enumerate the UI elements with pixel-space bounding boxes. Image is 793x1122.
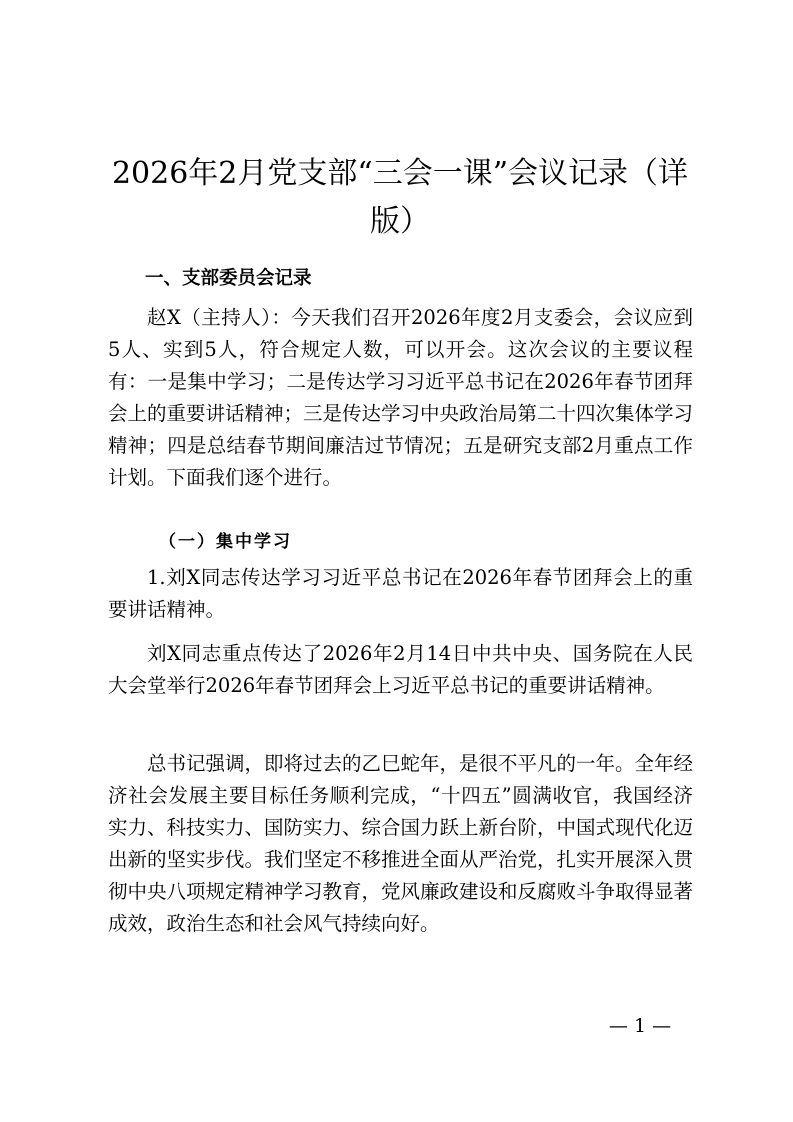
subsection-heading-study: （一）集中学习 [159, 532, 292, 552]
paragraph-general-secretary: 总书记强调，即将过去的乙巳蛇年，是很不平凡的一年。全年经济社会发展主要目标任务顺利完成，“十四五”圆满收官，我国经济实力、科技实力、国防实力、综合国力跃上新台阶，中国式现代化迈出新的坚实步伐。我们坚定不移推进全面从严治党，扎实开展深入贯彻中央八项规定精神学习教育，党风廉政建设和反腐败斗争取得显著成效，政治生态和社会风气持续向好。 [108, 752, 694, 935]
paragraph-transmission: 刘X同志重点传达了2026年2月14日中共中央、国务院在人民大会堂举行2026年春节团拜会上习近平总书记的重要讲话精神。 [108, 642, 693, 697]
document-title: 2026年2月党支部“三会一课”会议记录（详版） [111, 156, 689, 239]
section-heading-committee: 一、支部委员会记录 [145, 268, 312, 289]
page-number: — 1 — [608, 1015, 672, 1037]
paragraph-item-1: 1.刘X同志传达学习习近平总书记在2026年春节团拜会上的重要讲话精神。 [108, 566, 693, 621]
paragraph-intro: 赵X（主持人）：今天我们召开2026年度2月支委会，会议应到5人、实到5人，符合规定人数，可以开会。这次会议的主要议程有：一是集中学习；二是传达学习习近平总书记在2026年春节团拜会上的重要讲话精神；三是传达学习中央政治局第二十四次集体学习精神；四是总结春节期间廉洁过节情况；五是研究支部2月重点工作计划。下面我们逐个进行。 [108, 306, 694, 489]
